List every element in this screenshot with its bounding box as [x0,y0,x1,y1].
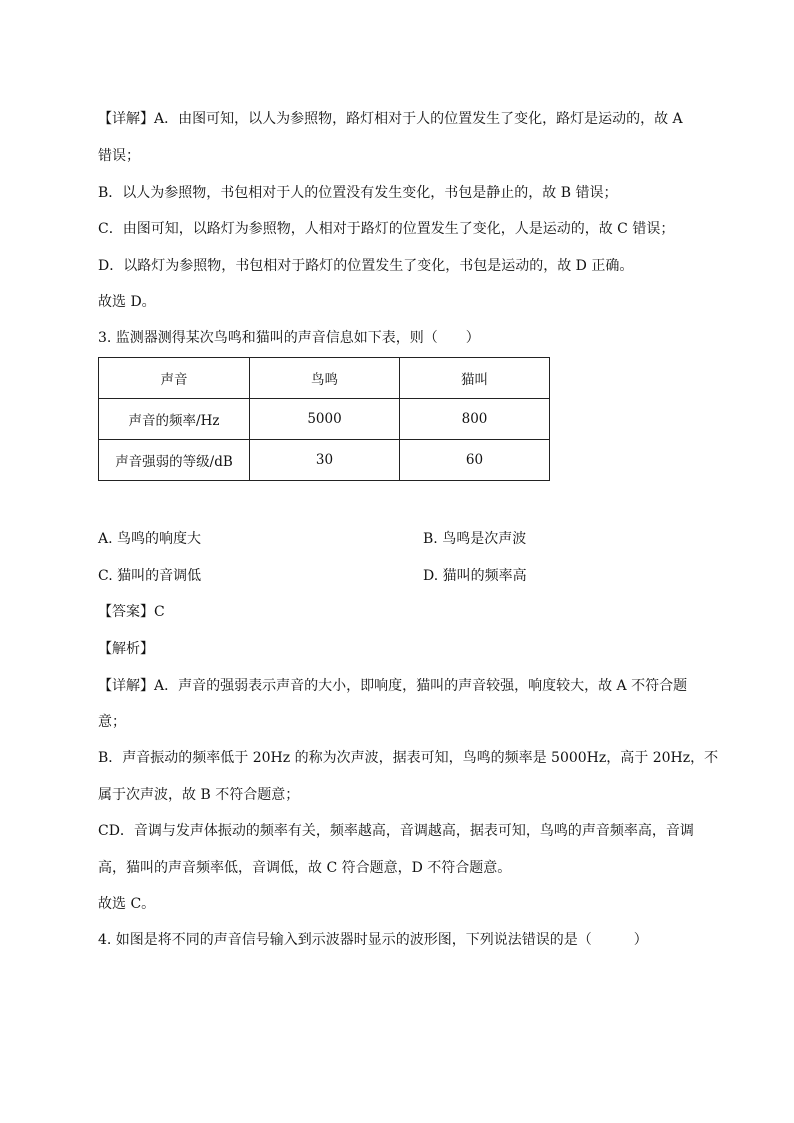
table-cell: 声音强弱的等级/dB [99,440,250,481]
q3-question: 3. 监测器测得某次鸟鸣和猫叫的声音信息如下表，则（ ） [98,330,480,346]
option-c: C. 猫叫的音调低 [98,568,202,584]
q3-choose: 故选 C。 [98,896,156,912]
q3-detail-line-4: 属于次声波，故 B 不符合题意； [98,787,300,803]
table-cell: 5000 [250,399,400,440]
q3-answer: 【答案】C [98,604,165,620]
table-cell: 800 [400,399,550,440]
q2-detail-line-1: 【详解】A．由图可知，以人为参照物，路灯相对于人的位置发生了变化，路灯是运动的，故 A [98,111,683,127]
q2-choose: 故选 D。 [98,294,156,310]
q2-detail-line-3: B．以人为参照物，书包相对于人的位置没有发生变化，书包是静止的，故 B 错误； [98,185,618,201]
table-header-cell: 声音 [99,358,250,399]
q3-detail-line-5: CD．音调与发声体振动的频率有关，频率越高，音调越高，据表可知，鸟鸣的声音频率高，音调 [98,823,694,839]
q3-detail-line-6: 高，猫叫的声音频率低，音调低，故 C 符合题意，D 不符合题意。 [98,860,512,876]
q4-question: 4. 如图是将不同的声音信号输入到示波器时显示的波形图，下列说法错误的是（ ） [98,932,648,948]
option-b: B. 鸟鸣是次声波 [423,531,527,547]
table-header-cell: 鸟鸣 [250,358,400,399]
table-row [99,399,550,440]
q2-detail-line-5: D．以路灯为参照物，书包相对于路灯的位置发生了变化，书包是运动的，故 D 正确。 [98,258,634,274]
q3-detail-line-3: B．声音振动的频率低于 20Hz 的称为次声波，据表可知，鸟鸣的频率是 5000Hz，高于 20Hz，不 [98,750,719,766]
table-row [99,440,550,481]
table-cell: 60 [400,440,550,481]
q2-detail-line-4: C．由图可知，以路灯为参照物，人相对于路灯的位置发生了变化，人是运动的，故 C 错误； [98,221,675,237]
q2-detail-line-2: 错误； [98,148,140,164]
table-header-cell: 猫叫 [400,358,550,399]
sound-info-table [98,357,550,481]
q3-analysis-title: 【解析】 [98,641,154,657]
table-cell: 30 [250,440,400,481]
q3-detail-line-1: 【详解】A．声音的强弱表示声音的大小，即响度，猫叫的声音较强，响度较大，故 A 不符合题 [98,678,688,694]
option-a: A. 鸟鸣的响度大 [98,531,202,547]
table-cell: 声音的频率/Hz [99,399,250,440]
option-d: D. 猫叫的频率高 [423,568,527,584]
q3-detail-line-2: 意； [98,714,126,730]
table-header-row [99,358,550,399]
